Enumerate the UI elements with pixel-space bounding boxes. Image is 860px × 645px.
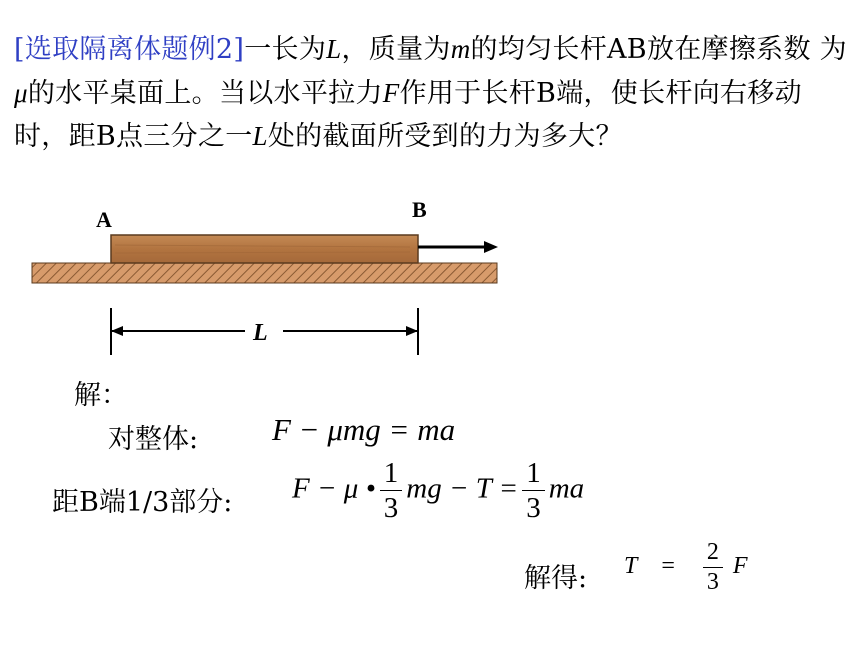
solution-heading: 解： [74, 380, 128, 411]
whole-body-equation: F − μmg = ma [272, 412, 456, 447]
result-T: T [624, 553, 638, 580]
problem-text: ，质量为 [341, 34, 451, 65]
fraction-one-third: $\frac{1}{3}$ [380, 458, 403, 524]
part-label: 距B端1/3部分: [52, 487, 233, 518]
variable-m: m [450, 34, 471, 64]
part-equation [292, 458, 584, 524]
fraction-two-thirds: $\frac{2}{3}$ [703, 540, 723, 595]
table-surface [32, 263, 497, 283]
problem-statement [14, 28, 854, 159]
variable-F: F [382, 77, 400, 108]
problem-tag: [选取隔离体题例2] [14, 34, 245, 65]
result-label: 解得: [524, 563, 588, 594]
fraction-one-third: $\frac{1}{3}$ [522, 458, 545, 524]
whole-body-label: 对整体: [108, 424, 199, 455]
part-eq-term: mg − T = [406, 472, 519, 505]
dimension-label-L: L [253, 320, 268, 346]
label-A: A [96, 207, 112, 232]
problem-text: 的均匀长杆AB放在摩擦系数 为 [470, 34, 847, 65]
result-equation [624, 540, 748, 595]
problem-text: 一长为 [244, 34, 327, 65]
variable-L: L [252, 121, 268, 151]
variable-mu: μ [14, 77, 28, 108]
label-B: B [412, 197, 427, 222]
result-F: F [732, 553, 748, 580]
arrow-head-icon [484, 241, 498, 253]
problem-text: 的水平桌面上。当以水平拉力 [27, 77, 383, 109]
problem-text: 处的截面所受到的力为多大？ [267, 121, 623, 152]
variable-L: L [326, 34, 342, 64]
result-equals: = [661, 553, 675, 580]
part-eq-term: ma [548, 472, 585, 505]
rod [111, 235, 418, 263]
rod-diagram [0, 190, 860, 365]
problem-text: 作用于长杆B端，使长杆向右移动时，距B点三分之一 [14, 77, 802, 152]
part-eq-term: F − μ • [292, 472, 376, 505]
